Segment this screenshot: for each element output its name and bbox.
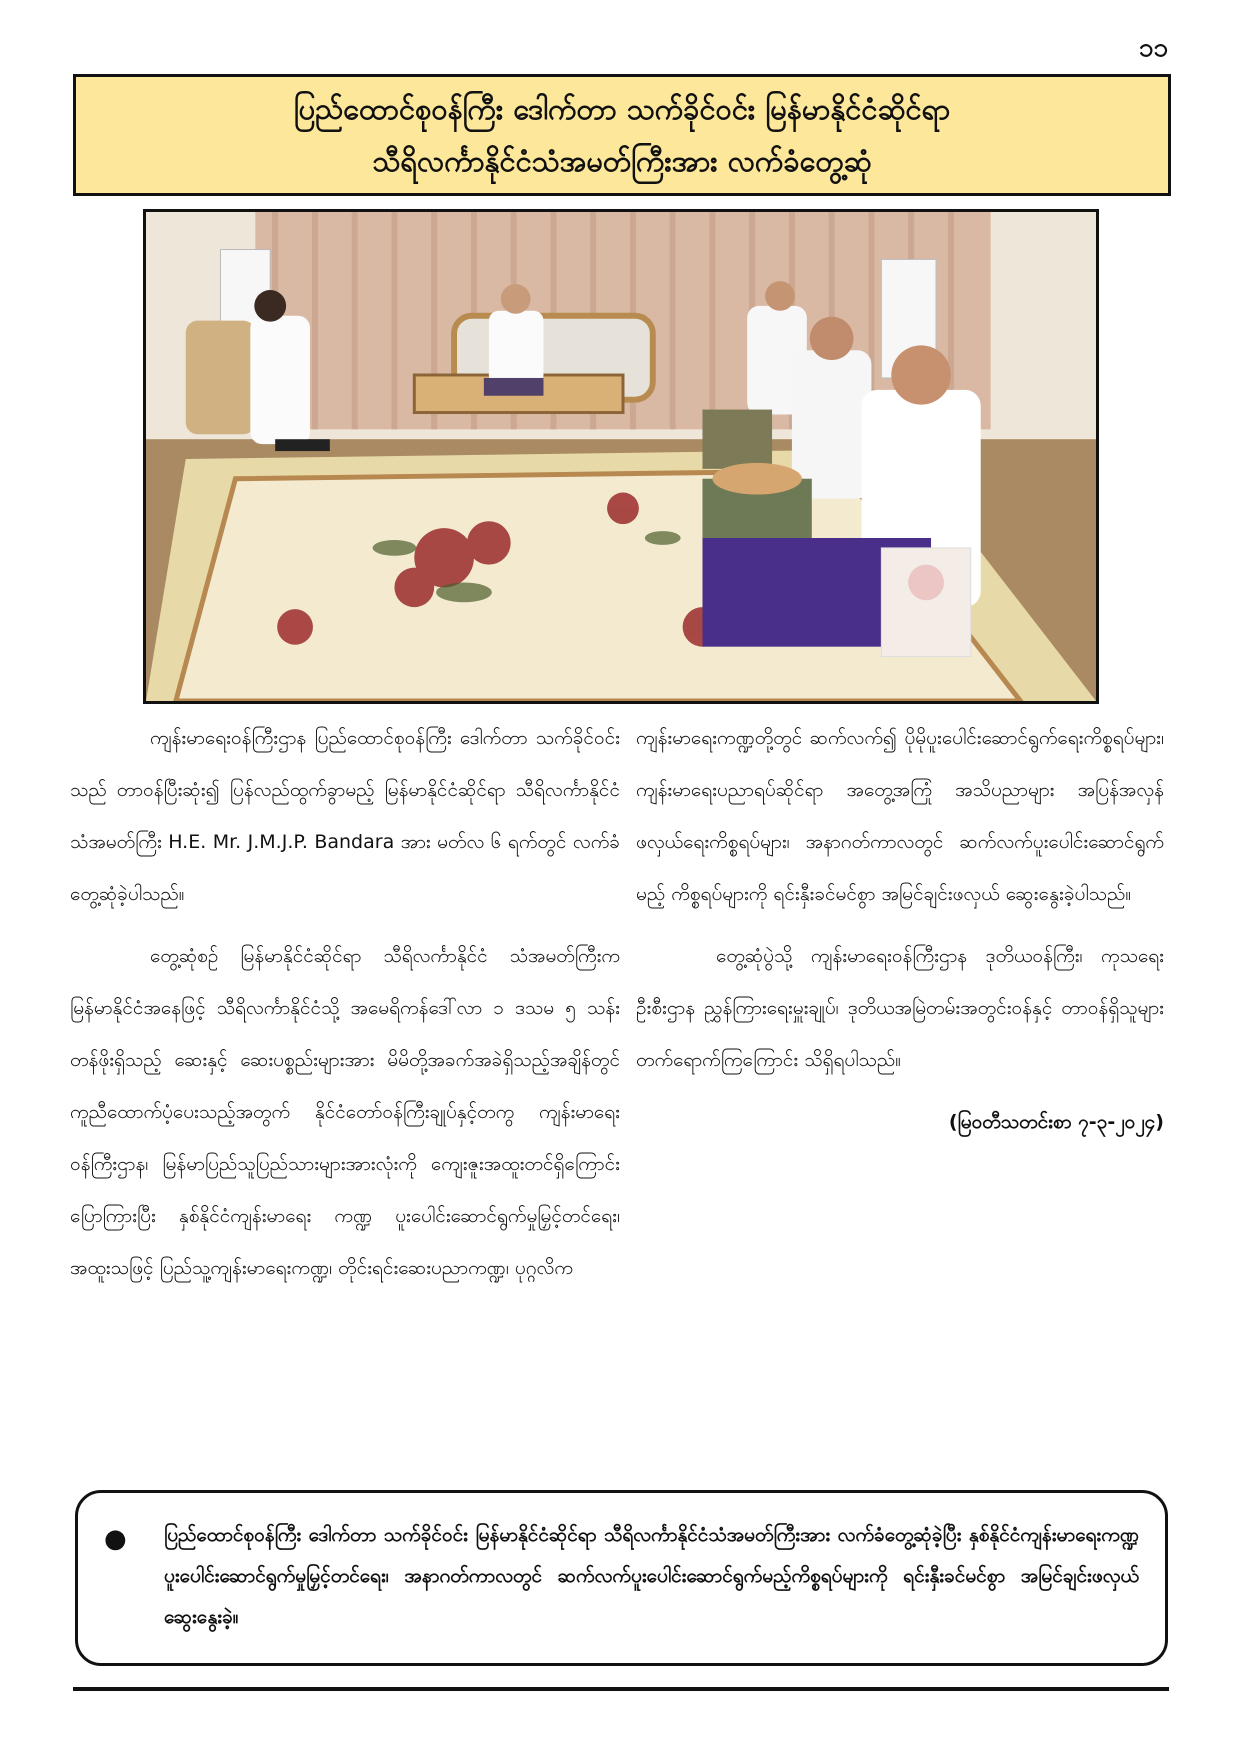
bottom-rule [73, 1687, 1169, 1691]
article-column-right [636, 712, 1164, 1158]
summary-box [75, 1490, 1168, 1666]
meeting-photo [143, 209, 1099, 704]
paragraph-2: တွေ့ဆုံစဉ် မြန်မာနိုင်ငံဆိုင်ရာ သီရိလင်္ကာနိုင်ငံ သံအမတ်ကြီးက မြန်မာနိုင်ငံအနေဖြင့် သီရိလင်္ကာနိုင်ငံသို့ အမေရိကန်ဒေါ်လာ ၁ ဒသမ ၅ သန်း တန်ဖိုးရှိသည့် ဆေးနှင့် ဆေးပစ္စည်းများအား မိမိတို့အခက်အခဲရှိသည့်အချိန်တွင် ကူညီထောက်ပံ့ပေးသည့်အတွက် နိုင်ငံတော်ဝန်ကြီးချုပ်နှင့်တကွ ကျန်းမာရေးဝန်ကြီးဌာန၊ မြန်မာပြည်သူပြည်သားများအားလုံးကို ကျေးဇူးအထူးတင်ရှိကြောင်းပြောကြားပြီး နှစ်နိုင်ငံကျန်းမာရေး ကဏ္ဍ ပူးပေါင်းဆောင်ရွက်မှုမြှင့်တင်ရေး၊ အထူးသဖြင့် ပြည်သူ့ကျန်းမာရေးကဏ္ဍ၊ တိုင်းရင်းဆေးပညာကဏ္ဍ၊ ပုဂ္ဂလိက [70, 945, 620, 1279]
headline-line-2: သီရိလင်္ကာနိုင်ငံသံအမတ်ကြီးအား လက်ခံတွေ့ဆုံ [372, 144, 872, 178]
paragraph-2-continued: ကျန်းမာရေးကဏ္ဍတို့တွင် ဆက်လက်၍ ပိုမိုပူးပေါင်းဆောင်ရွက်ရေးကိစ္စရပ်များ၊ ကျန်းမာရေးပညာရပ်ဆိုင်ရာ အတွေ့အကြုံ အသိပညာများ အပြန်အလှန် ဖလှယ်ရေးကိစ္စရပ်များ၊ အနာဂတ်ကာလတွင် ဆက်လက်ပူးပေါင်းဆောင်ရွက်မည့် ကိစ္စရပ်များကို ရင်းနှီးခင်မင်စွာ အမြင်ချင်းဖလှယ် ဆွေးနွေးခဲ့ပါသည်။ [636, 727, 1164, 905]
headline-line-1: ပြည်ထောင်စုဝန်ကြီး ဒေါက်တာ သက်ခိုင်ဝင်း မြန်မာနိုင်ငံဆိုင်ရာ [293, 92, 951, 126]
paragraph-3: တွေ့ဆုံပွဲသို့ ကျန်းမာရေးဝန်ကြီးဌာန ဒုတိယဝန်ကြီး၊ ကုသရေးဦးစီးဌာန ညွှန်ကြားရေးမှူးချုပ်၊ ဒုတိယအမြဲတမ်းအတွင်းဝန်နှင့် တာဝန်ရှိသူများ တက်ရောက်ကြကြောင်း သိရှိရပါသည်။ [636, 945, 1164, 1071]
summary-text: ပြည်ထောင်စုဝန်ကြီး ဒေါက်တာ သက်ခိုင်ဝင်း မြန်မာနိုင်ငံဆိုင်ရာ သီရိလင်္ကာနိုင်ငံသံအမတ်ကြီးအား လက်ခံတွေ့ဆုံခဲ့ပြီး နှစ်နိုင်ငံကျန်းမာရေးကဏ္ဍ ပူးပေါင်းဆောင်ရွက်မှုမြှင့်တင်ရေး၊ အနာဂတ်ကာလတွင် ဆက်လက်ပူးပေါင်းဆောင်ရွက်မည့်ကိစ္စရပ်များကို ရင်းနှီးခင်မင်စွာ အမြင်ချင်းဖလှယ် ဆွေးနွေးခဲ့။ [164, 1524, 1139, 1628]
source-citation: (မြဝတီသတင်းစာ ၇-၃-၂၀၂၄) [948, 1111, 1164, 1133]
meeting-photo-illustration [146, 212, 1096, 701]
paragraph-1: ကျန်းမာရေးဝန်ကြီးဌာန ပြည်ထောင်စုဝန်ကြီး ဒေါက်တာ သက်ခိုင်ဝင်းသည် တာဝန်ပြီးဆုံး၍ ပြန်လည်ထွက်ခွာမည့် မြန်မာနိုင်ငံဆိုင်ရာ သီရိလင်္ကာနိုင်ငံ သံအမတ်ကြီး H.E. Mr. J.M.J.P. Bandara အား မတ်လ ၆ ရက်တွင် လက်ခံတွေ့ဆုံခဲ့ပါသည်။ [70, 727, 620, 905]
headline-box [73, 74, 1171, 196]
article-column-left [70, 712, 620, 1304]
page-number: ၁၁ [1138, 33, 1168, 63]
bullet-icon: ● [104, 1524, 127, 1554]
